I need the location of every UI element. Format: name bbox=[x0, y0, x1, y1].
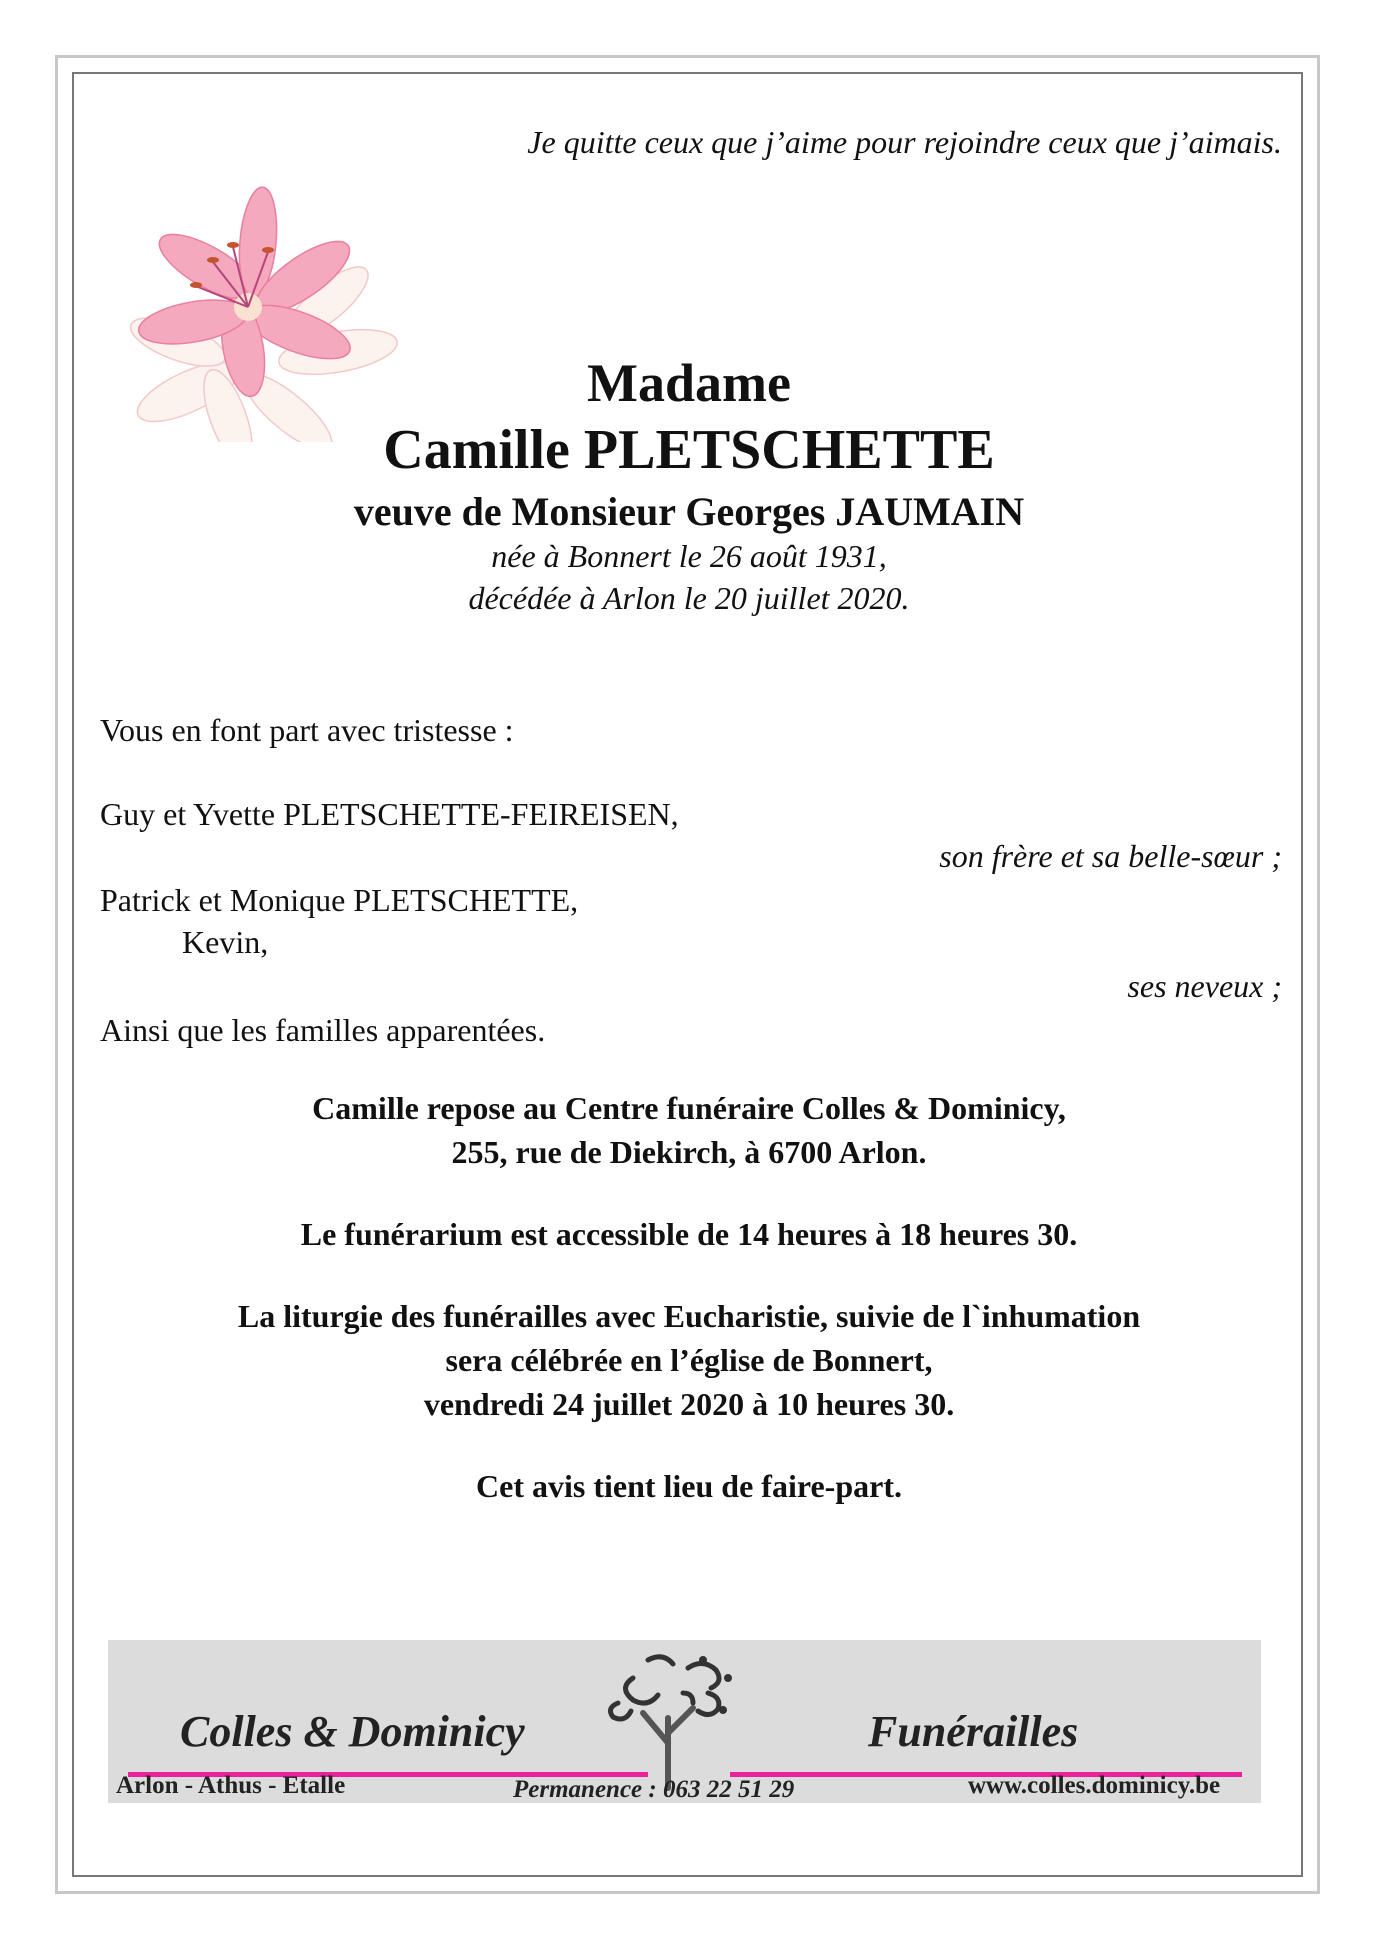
repose-line: Camille repose au Centre funéraire Colles & Dominicy, bbox=[312, 1090, 1066, 1126]
liturgy-date: vendredi 24 juillet 2020 à 10 heures 30. bbox=[423, 1386, 955, 1422]
liturgy-line: La liturgie des funérailles avec Eucharistie, suivie de l`inhumation bbox=[237, 1298, 1141, 1334]
epigraph: Je quitte ceux que j’aime pour rejoindre ceux que j’aimais. bbox=[527, 124, 1282, 160]
notice-text: Cet avis tient lieu de faire-part. bbox=[476, 1468, 902, 1504]
family-relation: son frère et sa belle-sœur ; bbox=[939, 838, 1282, 874]
funeral-home-banner bbox=[108, 1640, 1261, 1803]
phone-number: Permanence : 063 22 51 29 bbox=[513, 1776, 795, 1803]
family-relation: ses neveux ; bbox=[1127, 968, 1282, 1004]
deceased-name: Camille PLETSCHETTE bbox=[383, 419, 995, 481]
announcement-closing: Ainsi que les familles apparentées. bbox=[100, 1012, 546, 1048]
family-names: Patrick et Monique PLETSCHETTE, bbox=[100, 882, 579, 918]
family-names: Guy et Yvette PLETSCHETTE-FEIREISEN, bbox=[100, 796, 679, 832]
locations: Arlon - Athus - Etalle bbox=[116, 1772, 346, 1799]
repose-address: 255, rue de Diekirch, à 6700 Arlon. bbox=[451, 1134, 927, 1170]
birth-info: née à Bonnert le 26 août 1931, bbox=[491, 538, 887, 574]
death-info: décédée à Arlon le 20 juillet 2020. bbox=[468, 580, 910, 616]
liturgy-line: sera célébrée en l’église de Bonnert, bbox=[445, 1342, 933, 1378]
announcement-intro: Vous en font part avec tristesse : bbox=[100, 712, 514, 748]
brand-name: Colles & Dominicy bbox=[180, 1707, 525, 1756]
widow-of: veuve de Monsieur Georges JAUMAIN bbox=[353, 489, 1025, 534]
visiting-hours: Le funérarium est accessible de 14 heures à 18 heures 30. bbox=[300, 1216, 1078, 1252]
brand-tagline: Funérailles bbox=[868, 1707, 1079, 1756]
family-member: Kevin, bbox=[182, 924, 269, 960]
website-link[interactable]: www.colles.dominicy.be bbox=[968, 1772, 1221, 1799]
honorific: Madame bbox=[587, 353, 791, 413]
